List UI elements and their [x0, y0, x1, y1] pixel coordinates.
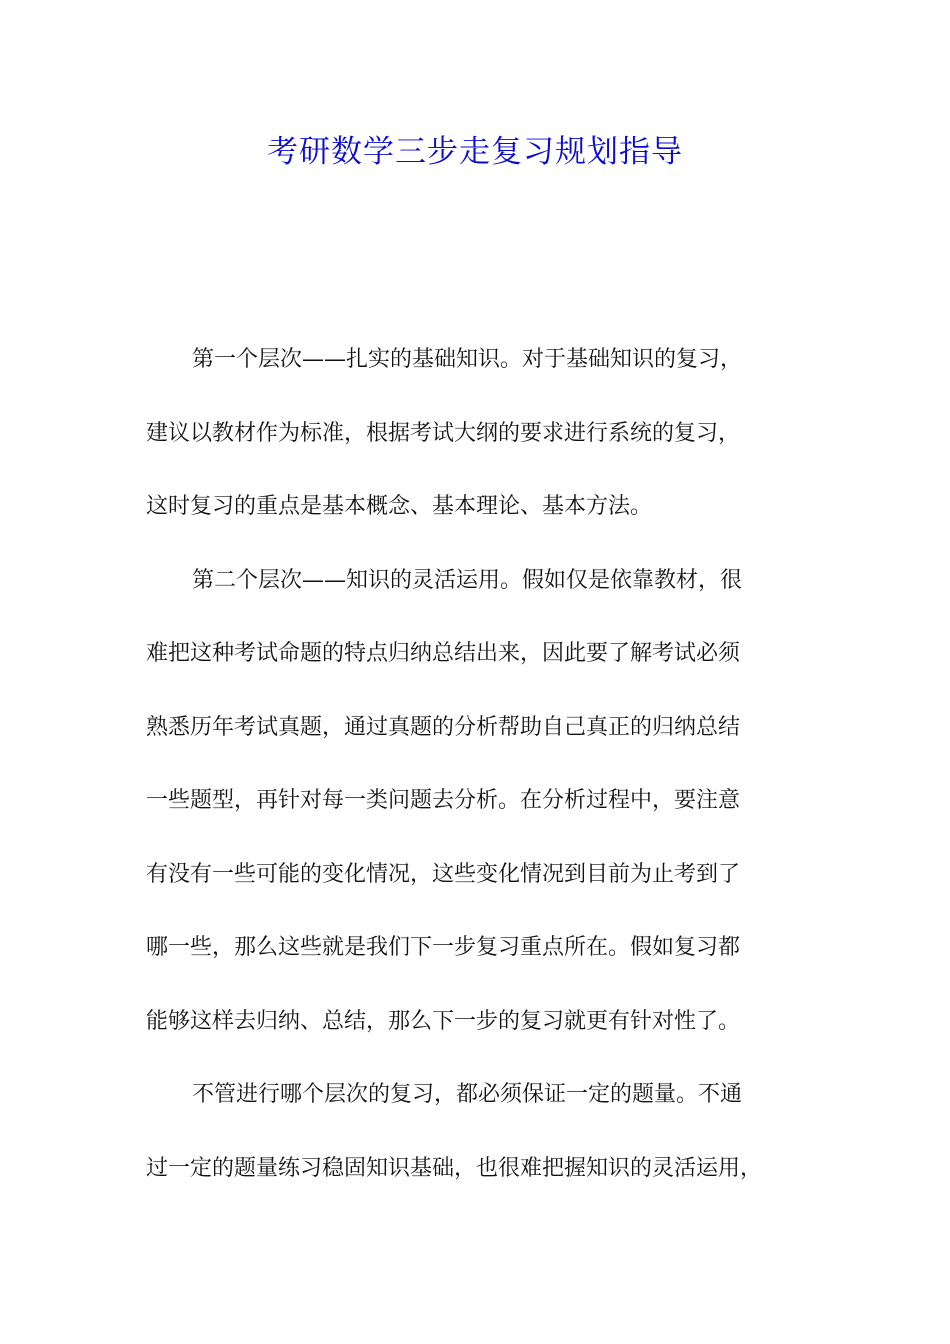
paragraph-line: 熟悉历年考试真题，通过真题的分析帮助自己真正的归纳总结 [146, 714, 741, 740]
paragraph-line: 第二个层次——知识的灵活运用。假如仅是依靠教材，很 [192, 567, 743, 593]
paragraph-line: 难把这种考试命题的特点归纳总结出来，因此要了解考试必须 [146, 641, 741, 666]
paragraph-line: 哪一些，那么这些就是我们下一步复习重点所在。假如复习都 [146, 935, 741, 960]
paragraph-line: 一些题型，再针对每一类问题去分析。在分析过程中，要注意 [146, 788, 741, 813]
paragraph-line: 有没有一些可能的变化情况，这些变化情况到目前为止考到了 [146, 861, 741, 887]
paragraph-line: 建议以教材作为标准，根据考试大纲的要求进行系统的复习， [146, 420, 741, 446]
paragraph-line: 这时复习的重点是基本概念、基本理论、基本方法。 [146, 494, 653, 519]
paragraph-line: 过一定的题量练习稳固知识基础，也很难把握知识的灵活运用， [146, 1155, 763, 1181]
document-title: 考研数学三步走复习规划指导 [267, 134, 683, 170]
paragraph-line: 不管进行哪个层次的复习，都必须保证一定的题量。不通 [192, 1082, 743, 1107]
paragraph-line: 能够这样去归纳、总结，那么下一步的复习就更有针对性了。 [146, 1008, 741, 1034]
document-body [146, 338, 806, 1220]
paragraph-line: 第一个层次——扎实的基础知识。对于基础知识的复习， [192, 347, 743, 372]
